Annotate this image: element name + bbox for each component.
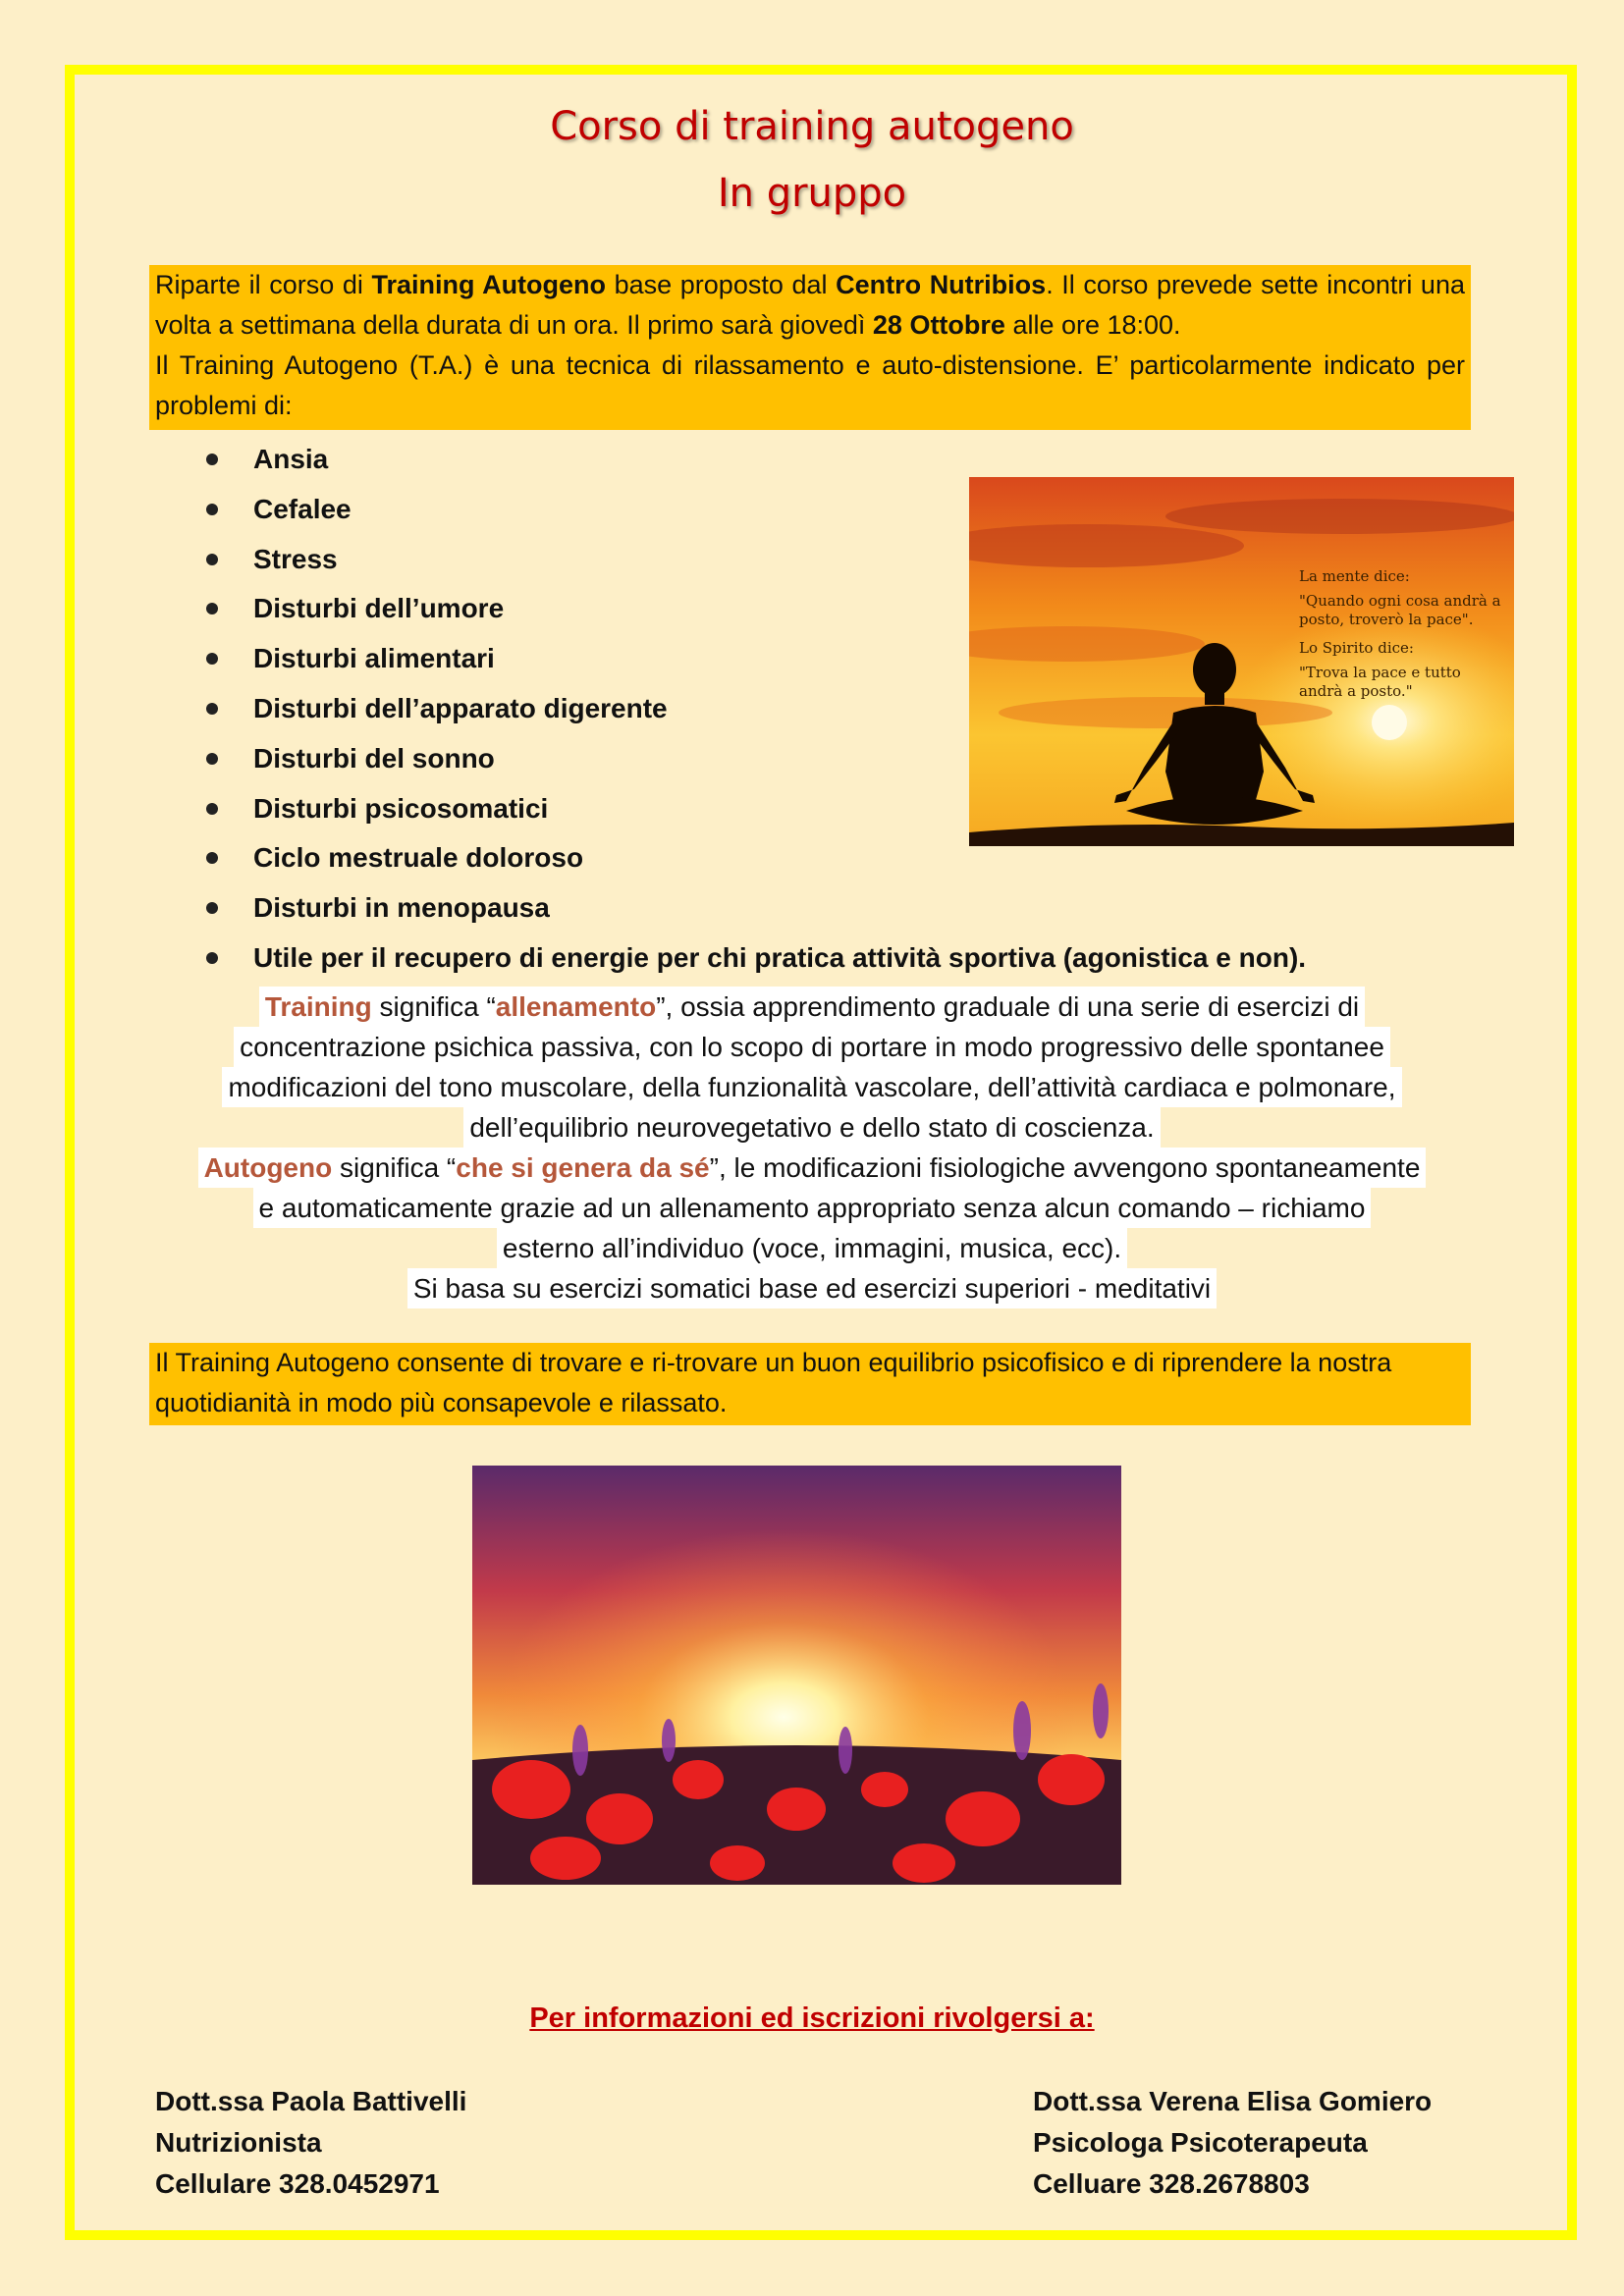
page-subtitle: In gruppo	[717, 171, 907, 216]
contact-left	[155, 2081, 466, 2205]
list-item-text: Disturbi psicosomatici	[253, 792, 549, 824]
explain-line: esterno all’individuo (voce, immagini, musica, ecc).	[497, 1228, 1127, 1268]
intro-bold-training: Training Autogeno	[371, 270, 607, 299]
explain-line	[198, 1148, 1427, 1188]
bullet-icon	[206, 753, 218, 765]
quote-line: La mente dice:	[1299, 567, 1410, 585]
explanation-block	[128, 987, 1496, 1308]
explain-line: e automaticamente grazie ad un allenamento appropriato senza alcun comando – richiamo	[253, 1188, 1372, 1228]
intro-text: base proposto dal	[606, 270, 837, 299]
contact-role: Psicologa Psicoterapeuta	[1033, 2127, 1368, 2158]
explain-line: modificazioni del tono muscolare, della funzionalità vascolare, dell’attività cardiaca e polmonare,	[222, 1067, 1401, 1107]
info-heading: Per informazioni ed iscrizioni rivolgersi a:	[529, 2002, 1095, 2034]
list-item-text: Disturbi in menopausa	[253, 892, 550, 924]
bullet-icon	[206, 554, 218, 565]
bullet-icon	[206, 902, 218, 914]
contact-right	[1033, 2081, 1432, 2205]
closing-paragraph	[149, 1343, 1471, 1425]
list-item	[196, 886, 1306, 936]
list-item-text: Disturbi dell’umore	[253, 593, 505, 624]
explain-line: dell’equilibrio neurovegetativo e dello stato di coscienza.	[463, 1107, 1160, 1148]
term-training: Training	[264, 991, 372, 1022]
intro-paragraph	[149, 265, 1471, 430]
explain-text: ”, ossia apprendimento graduale di una serie di esercizi di	[656, 991, 1360, 1022]
intro-bold-centro: Centro Nutribios	[836, 270, 1047, 299]
explain-text: significa “	[371, 991, 496, 1022]
contact-name: Dott.ssa Paola Battivelli	[155, 2086, 467, 2116]
list-item-text: Disturbi alimentari	[253, 643, 495, 674]
explain-text: ”, le modificazioni fisiologiche avvengono spontaneamente	[709, 1152, 1421, 1183]
explain-text: significa “	[332, 1152, 457, 1183]
list-item-text: Disturbi dell’apparato digerente	[253, 692, 668, 723]
list-item-text: Utile per il recupero di energie per chi pratica attività sportiva (agonistica e non).	[253, 941, 1307, 973]
bullet-icon	[206, 504, 218, 515]
list-item-text: Ansia	[253, 444, 329, 474]
bullet-icon	[206, 852, 218, 864]
quote-line: "Trova la pace e tutto andrà a posto."	[1299, 664, 1461, 700]
contact-phone: Cellulare 328.0452971	[155, 2168, 440, 2199]
list-item-text: Ciclo mestruale doloroso	[253, 842, 584, 874]
intro-bold-date: 28 Ottobre	[872, 310, 1005, 340]
bullet-icon	[206, 603, 218, 614]
flowers-sunrise-image	[472, 1466, 1121, 1885]
bullet-icon	[206, 653, 218, 665]
intro-text: Riparte il corso di	[155, 270, 372, 299]
explain-line	[259, 987, 1365, 1027]
flowers-illustration	[472, 1466, 1121, 1885]
contact-role: Nutrizionista	[155, 2127, 322, 2158]
bullet-icon	[206, 703, 218, 715]
bullet-icon	[206, 454, 218, 465]
closing-text: Il Training Autogeno consente di trovare e ri-trovare un buon equilibrio psicofisico e di riprendere la nostra quotidianità in modo più consapevole e rilassato.	[155, 1348, 1392, 1417]
intro-text-2: Il Training Autogeno (T.A.) è una tecnica di rilassamento e auto-distensione. E’ particolarmente indicato per problemi di:	[155, 350, 1465, 420]
intro-text: . Il corso prevede sette incontri una volta a settimana della durata di un ora. Il primo sarà giovedì	[155, 270, 1465, 340]
explain-line: concentrazione psichica passiva, con lo scopo di portare in modo progressivo delle spontanee	[234, 1027, 1390, 1067]
list-item-text: Cefalee	[253, 493, 352, 524]
contact-phone: Celluare 328.2678803	[1033, 2168, 1310, 2199]
quote-line: "Quando ogni cosa andrà a posto, troverò la pace".	[1299, 592, 1501, 628]
quote-line: Lo Spirito dice:	[1299, 639, 1414, 657]
explain-line: Si basa su esercizi somatici base ed esercizi superiori - meditativi	[407, 1268, 1217, 1308]
list-item	[196, 936, 1306, 987]
term-allenamento: allenamento	[495, 991, 657, 1022]
list-item-text: Stress	[253, 543, 338, 574]
intro-text: alle ore 18:00.	[1004, 310, 1181, 340]
meditation-sunset-image	[969, 477, 1514, 846]
image-quote	[1299, 567, 1505, 707]
contact-name: Dott.ssa Verena Elisa Gomiero	[1033, 2086, 1433, 2116]
term-autogeno: Autogeno	[203, 1152, 333, 1183]
page-title: Corso di training autogeno	[550, 104, 1074, 149]
bullet-icon	[206, 952, 218, 964]
term-che-si-genera: che si genera da sé	[456, 1152, 710, 1183]
list-item-text: Disturbi del sonno	[253, 742, 495, 774]
bullet-icon	[206, 803, 218, 815]
